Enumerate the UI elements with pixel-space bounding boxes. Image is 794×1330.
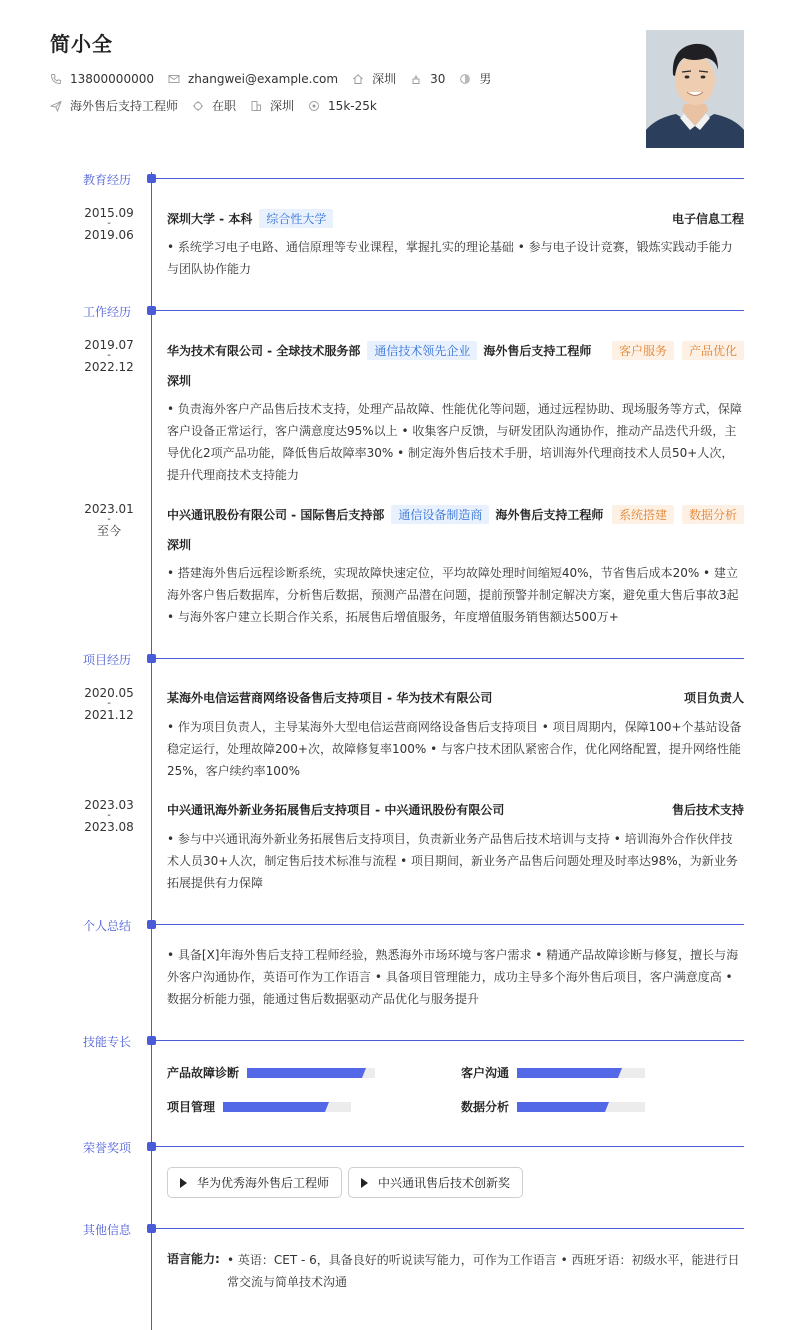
phone-text: 13800000000 [70,71,154,86]
city-item [352,70,396,87]
work-location: 深圳 [167,538,192,552]
skill-item [167,1064,375,1081]
award-chip [167,1167,342,1198]
section-title-summary: 个人总结 [83,919,132,933]
work-header [167,505,744,524]
project-description: • 参与中兴通讯海外新业务拓展售后支持项目，负责新业务产品售后技术培训与支持 • 培训海外合作伙伴技术人员30+人次，制定售后技术标准与流程 • 项目期间，新业务产品售后问题处理及时率达98%，为新业务拓展提供有力保障 [167,832,738,890]
section-marker [147,306,156,315]
section-marker [147,654,156,663]
project-header [167,801,744,818]
work-label: 系统搭建 [612,505,674,524]
work-description: • 负责海外客户产品售后技术支持，处理产品故障、性能优化等问题，通过远程协助、现场服务等方式，保障客户设备正常运行，客户满意度达95%以上 • 收集客户反馈，与研发团队沟通协作，推动产品迭代升级，主导优化2项产品功能，降低售后故障率30% • 制定海外售后技术手册，培训海外代理商技术人员50+人次，提升代理商技术支持能力 [167,402,742,482]
play-icon [180,1178,187,1188]
award-name: 中兴通讯售后技术创新奖 [378,1176,511,1190]
section-title-other: 其他信息 [83,1223,132,1237]
company-name: 中兴通讯股份有限公司 - 国际售后支持部 [167,508,385,522]
work-header [167,341,744,360]
skill-name: 客户沟通 [461,1066,510,1080]
gender-icon [459,73,471,85]
status-item [192,97,236,114]
date-end: 2021.12 [84,708,134,722]
mail-icon [168,73,180,85]
work-date: 2019.07 - 2022.12 [84,338,134,374]
section-marker [147,1036,156,1045]
section-divider [156,924,744,925]
status-icon [192,100,204,112]
date-end: 至今 [96,524,121,538]
skill-item [461,1064,645,1081]
award-name: 华为优秀海外售后工程师 [197,1176,330,1190]
education-date: 2015.09 - 2019.06 [84,206,134,242]
education-header [167,209,744,228]
section-divider [156,1040,744,1041]
section-marker [147,920,156,929]
date-end: 2019.06 [84,228,134,242]
date-start: 2023.03 [84,798,134,812]
project-role: 售后技术支持 [671,803,744,817]
date-start: 2023.01 [84,502,134,516]
project-date: 2023.03 - 2023.08 [84,798,134,834]
skill-bar-fill [247,1068,362,1078]
skill-bar [223,1102,351,1112]
work-label: 数据分析 [682,505,744,524]
skill-item [461,1098,645,1115]
home-icon [352,73,364,85]
target-job-text: 海外售后支持工程师 [70,99,179,113]
date-start: 2015.09 [84,206,134,220]
skill-bar-fill [517,1068,618,1078]
section-title-awards: 荣誉奖项 [83,1141,132,1155]
date-end: 2022.12 [84,360,134,374]
position: 海外售后支持工程师 [495,508,604,522]
position: 海外售后支持工程师 [483,344,592,358]
play-icon [361,1178,368,1188]
summary-text: • 具备[X]年海外售后支持工程师经验，熟悉海外市场环境与客户需求 • 精通产品故障诊断与修复，擅长与海外客户沟通协作，英语可作为工作语言 • 具备项目管理能力，成功主导多个海外售后项目，客户满意度高 • 数据分析能力强，能通过售后数据驱动产品优化与服务提升 [167,948,739,1006]
gender-text: 男 [479,72,492,86]
language-text: • 英语：CET - 6，具备良好的听说读写能力，可作为工作语言 • 西班牙语：初级水平，能进行日常交流与简单技术沟通 [227,1253,740,1289]
target-city-item [250,97,294,114]
project-title: 某海外电信运营商网络设备售后支持项目 - 华为技术有限公司 [167,691,493,705]
education-description: • 系统学习电子电路、通信原理等专业课程，掌握扎实的理论基础 • 参与电子设计竞赛，锻炼实践动手能力与团队协作能力 [167,240,733,276]
salary-text: 15k-25k [328,98,377,113]
send-icon [50,100,62,112]
company-tag: 通信设备制造商 [391,505,489,524]
date-start: 2020.05 [84,686,134,700]
company-tag: 通信技术领先企业 [367,341,477,360]
city-text: 深圳 [372,72,397,86]
major: 电子信息工程 [671,212,744,226]
age-icon [410,73,422,85]
project-role: 项目负责人 [683,691,744,705]
date-end: 2023.08 [84,820,134,834]
candidate-name: 简小全 [50,32,113,56]
work-label: 客户服务 [612,341,674,360]
target-job-item [50,97,178,114]
section-title-education: 教育经历 [83,173,132,187]
work-description: • 搭建海外售后远程诊断系统，实现故障快速定位，平均故障处理时间缩短40%，节省售后成本20% • 建立海外客户售后数据库，分析售后数据，预测产品潜在问题，提前预警并制定解决方案，避免重大售后事故3起 • 与海外客户建立长期合作关系，拓展售后增值服务，年度增值服务销售额达500万+ [167,566,739,624]
email-text: zhangwei@example.com [187,71,339,86]
project-header [167,689,744,706]
language-label: 语言能力: [167,1252,220,1266]
phone-item [50,72,154,86]
salary-item [308,99,377,113]
skill-bar-fill [517,1102,605,1112]
contact-row [50,70,505,87]
profile-photo [646,30,744,148]
skill-item [167,1098,351,1115]
school-tag: 综合性大学 [259,209,333,228]
project-title: 中兴通讯海外新业务拓展售后支持项目 - 中兴通讯股份有限公司 [167,803,505,817]
work-date: 2023.01 - 至今 [84,502,134,538]
section-marker [147,174,156,183]
award-chip [348,1167,523,1198]
skill-name: 数据分析 [461,1100,510,1114]
section-title-skills: 技能专长 [83,1035,132,1049]
project-date: 2020.05 - 2021.12 [84,686,134,722]
building-icon [250,100,262,112]
gender-item [459,70,491,87]
company-name: 华为技术有限公司 - 全球技术服务部 [167,344,361,358]
work-location: 深圳 [167,374,192,388]
skill-bar [517,1068,645,1078]
skill-bar [517,1102,645,1112]
section-divider [156,1228,744,1229]
section-divider [156,178,744,179]
timeline-line [151,172,152,1330]
section-marker [147,1224,156,1233]
target-city-text: 深圳 [270,99,295,113]
job-intent-row [50,97,391,114]
skill-bar-fill [223,1102,325,1112]
email-item [168,72,338,86]
section-title-work: 工作经历 [83,305,132,319]
salary-icon [308,100,320,112]
work-label: 产品优化 [682,341,744,360]
section-divider [156,310,744,311]
status-text: 在职 [212,99,237,113]
section-marker [147,1142,156,1151]
section-divider [156,1146,744,1147]
phone-icon [50,73,62,85]
section-title-projects: 项目经历 [83,653,132,667]
skill-name: 项目管理 [167,1100,216,1114]
age-item [410,72,445,86]
skill-bar [247,1068,375,1078]
section-divider [156,658,744,659]
skill-name: 产品故障诊断 [167,1066,240,1080]
school-name: 深圳大学 - 本科 [167,212,253,226]
project-description: • 作为项目负责人，主导某海外大型电信运营商网络设备售后支持项目 • 项目周期内，保障100+个基站设备稳定运行，处理故障200+次，故障修复率100% • 与客户技术团队紧密合作，优化网络配置，提升网络性能25%，客户续约率100% [167,720,742,778]
age-text: 30 [430,71,446,86]
date-start: 2019.07 [84,338,134,352]
